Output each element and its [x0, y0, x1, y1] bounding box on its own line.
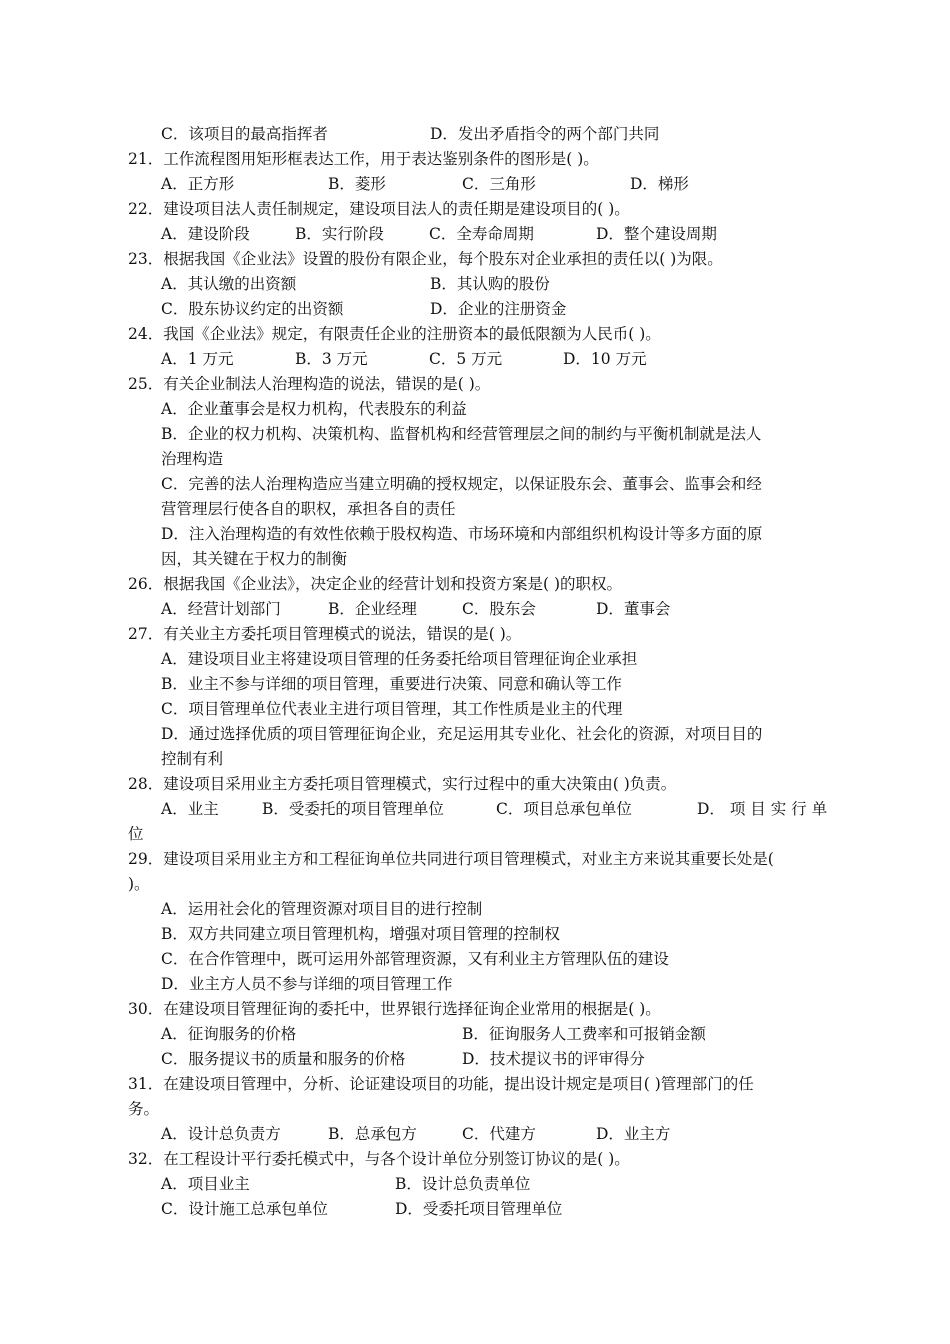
question-text: 25．有关企业制法人治理构造的说法，错误的是( )。 [128, 375, 491, 393]
question-text: 24．我国《企业法》规定，有限责任企业的注册资本的最低限额为人民币( )。 [128, 325, 661, 343]
option-text: B．受委托的项目管理单位 [262, 800, 444, 818]
option-text: C．在合作管理中，既可运用外部管理资源，又有利业主方管理队伍的建设 [161, 950, 669, 968]
question-text: 21．工作流程图用矩形框表达工作，用于表达鉴别条件的图形是( )。 [128, 150, 599, 168]
option-text: A．正方形 [161, 175, 235, 193]
option-text: D．整个建设周期 [596, 225, 717, 243]
option-text: A．建设项目业主将建设项目管理的任务委托给项目管理征询企业承担 [161, 650, 638, 668]
option-text: C．股东协议约定的出资额 [161, 300, 344, 318]
option-text: A．经营计划部门 [161, 600, 281, 618]
option-text: 控制有利 [161, 750, 224, 768]
option-text: C．三角形 [462, 175, 536, 193]
question-text: 28．建设项目采用业主方委托项目管理模式，实行过程中的重大决策由( )负责。 [128, 775, 677, 793]
question-text: 位 [128, 825, 144, 843]
question-text: 31．在建设项目管理中，分析、论证建设项目的功能，提出设计规定是项目( )管理部门的任 [128, 1075, 754, 1093]
option-text: D．10 万元 [563, 350, 647, 368]
option-text: 营管理层行使各自的职权，承担各自的责任 [161, 500, 456, 518]
option-text: A．企业董事会是权力机构，代表股东的利益 [161, 400, 467, 418]
option-text: 因，其关键在于权力的制衡 [161, 550, 348, 568]
question-text: 务。 [128, 1100, 160, 1118]
option-text: C．股东会 [462, 600, 536, 618]
option-text: C．项目管理单位代表业主进行项目管理，其工作性质是业主的代理 [161, 700, 623, 718]
option-text: A．其认缴的出资额 [161, 275, 297, 293]
question-text: 27．有关业主方委托项目管理模式的说法，错误的是( )。 [128, 625, 522, 643]
question-text: 29．建设项目采用业主方和工程征询单位共同进行项目管理模式，对业主方来说其重要长处是( [128, 850, 774, 868]
option-text: A．1 万元 [161, 350, 234, 368]
option-text: D．梯形 [630, 175, 689, 193]
question-text: 23．根据我国《企业法》设置的股份有限企业，每个股东对企业承担的责任以( )为限。 [128, 250, 723, 268]
option-text: C．5 万元 [429, 350, 503, 368]
option-text: B．企业经理 [328, 600, 417, 618]
option-text: D．注入治理构造的有效性依赖于股权构造、市场环境和内部组织机构设计等多方面的原 [161, 525, 763, 543]
option-text: B．实行阶段 [295, 225, 384, 243]
question-text: 26．根据我国《企业法》，决定企业的经营计划和投资方案是( )的职权。 [128, 575, 622, 593]
option-text: 治理构造 [161, 450, 224, 468]
option-text: C．代建方 [462, 1125, 536, 1143]
option-text: D．技术提议书的评审得分 [462, 1050, 645, 1068]
option-text: B．征询服务人工费率和可报销金额 [462, 1025, 706, 1043]
option-text: B．其认购的股份 [430, 275, 550, 293]
question-text: 30．在建设项目管理征询的委托中，世界银行选择征询企业常用的根据是( )。 [128, 1000, 661, 1018]
option-text: A．运用社会化的管理资源对项目目的进行控制 [161, 900, 483, 918]
option-text: B．设计总负责单位 [395, 1175, 531, 1193]
option-text: D．受委托项目管理单位 [395, 1200, 563, 1218]
option-text: C．全寿命周期 [429, 225, 534, 243]
option-text: B．菱形 [328, 175, 386, 193]
option-text: C．服务提议书的质量和服务的价格 [161, 1050, 406, 1068]
option-text: B．业主不参与详细的项目管理，重要进行决策、同意和确认等工作 [161, 675, 622, 693]
option-text: C．设计施工总承包单位 [161, 1200, 328, 1218]
option-text: C．该项目的最高指挥者 [161, 125, 328, 143]
option-text: A．项目业主 [161, 1175, 250, 1193]
option-text: B．总承包方 [328, 1125, 417, 1143]
option-text: B．3 万元 [295, 350, 368, 368]
option-text: B．企业的权力机构、决策机构、监督机构和经营管理层之间的制约与平衡机制就是法人 [161, 425, 762, 443]
option-text: D． 项 目 实 行 单 [697, 800, 828, 818]
question-text: 32．在工程设计平行委托模式中，与各个设计单位分别签订协议的是( )。 [128, 1150, 630, 1168]
option-text: A．业主 [161, 800, 219, 818]
option-text: C．完善的法人治理构造应当建立明确的授权规定，以保证股东会、董事会、监事会和经 [161, 475, 762, 493]
option-text: A．建设阶段 [161, 225, 250, 243]
question-text: 22．建设项目法人责任制规定，建设项目法人的责任期是建设项目的( )。 [128, 200, 630, 218]
option-text: B．双方共同建立项目管理机构，增强对项目管理的控制权 [161, 925, 560, 943]
question-text: )。 [128, 875, 150, 893]
option-text: D．业主方 [596, 1125, 671, 1143]
option-text: A．征询服务的价格 [161, 1025, 297, 1043]
option-text: D．通过选择优质的项目管理征询企业，充足运用其专业化、社会化的资源，对项目目的 [161, 725, 763, 743]
option-text: D．发出矛盾指令的两个部门共同 [430, 125, 660, 143]
option-text: D．董事会 [596, 600, 671, 618]
option-text: D．企业的注册资金 [430, 300, 567, 318]
option-text: A．设计总负责方 [161, 1125, 281, 1143]
option-text: C．项目总承包单位 [496, 800, 632, 818]
option-text: D．业主方人员不参与详细的项目管理工作 [161, 975, 453, 993]
